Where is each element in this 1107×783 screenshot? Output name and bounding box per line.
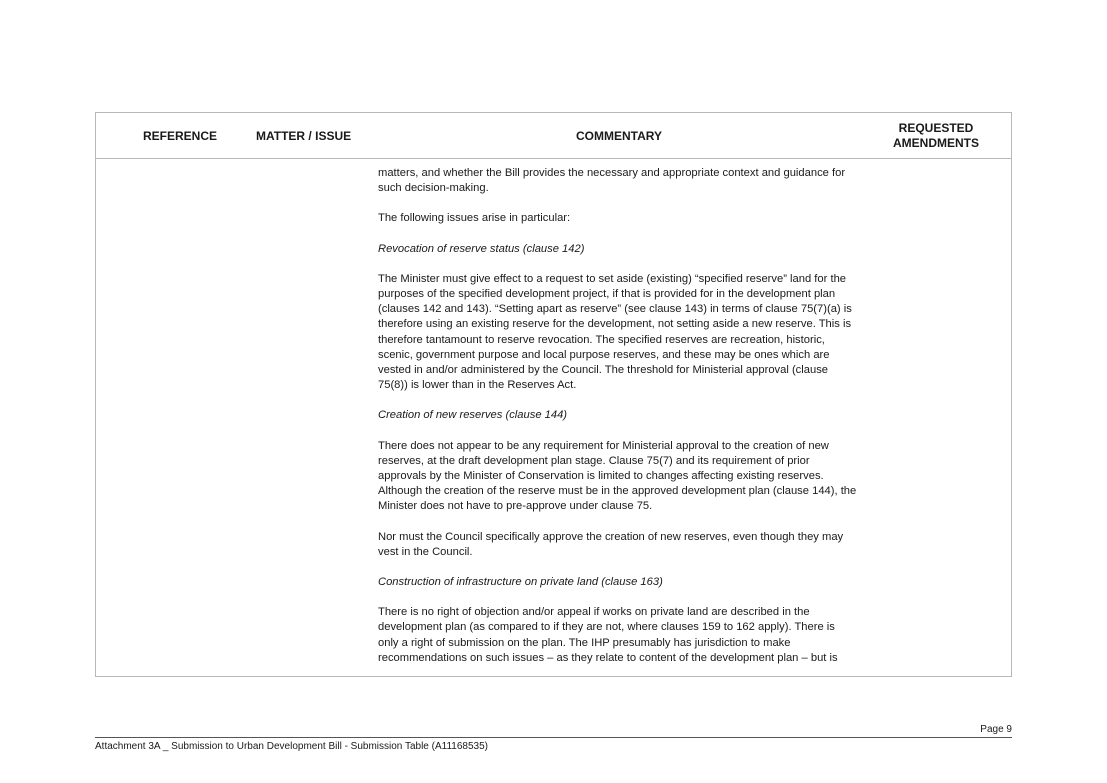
commentary-subheading: Revocation of reserve status (clause 142) bbox=[378, 242, 585, 255]
header-reference: REFERENCE bbox=[143, 129, 218, 143]
header-requested-amendments bbox=[886, 113, 986, 159]
commentary-paragraph: There does not appear to be any requirement for Ministerial approval to the creation of new reserves, at the draft development plan stage. Clause 75(7) and its requirement of prior approvals by the Minister of Conservation is limited to changes affecting existing reserves. Although the creation of the reserve must be in the approved development plan (clause 144), the Minister does not have to pre-approve under clause 75. bbox=[378, 439, 857, 513]
commentary-paragraph: matters, and whether the Bill provides the necessary and appropriate context and guidance for such decision-making. bbox=[378, 167, 846, 195]
commentary-paragraph: The Minister must give effect to a request to set aside (existing) “specified reserve” land for the purposes of the specified development project, if that is provided for in the development plan (clauses 142 and 143). “Setting apart as reserve” (see clause 143) in terms of clause 75(7)(a) is therefore using an existing reserve for the development, not setting aside a new reserve. This is therefore tantamount to reserve revocation. The specified reserves are recreation, historic, scenic, government purpose and local purpose reserves, and these may be ones which are vested in and/or administered by the Council. The threshold for Ministerial approval (clause 75(8)) is lower than in the Reserves Act. bbox=[378, 272, 852, 392]
submission-table bbox=[95, 112, 1012, 677]
commentary-paragraph: Nor must the Council specifically approve the creation of new reserves, even though they may vest in the Council. bbox=[378, 530, 844, 558]
commentary-paragraph: There is no right of objection and/or appeal if works on private land are described in the development plan (as compared to if they are not, where clauses 159 to 162 apply). There is only a right of submission on the plan. The IHP presumably has jurisdiction to make recommendations on such issues – as they relate to content of the development plan – but is bbox=[378, 606, 838, 664]
commentary-cell bbox=[378, 166, 858, 681]
footer-attachment-title: Attachment 3A _ Submission to Urban Development Bill - Submission Table (A11168535) bbox=[95, 741, 488, 752]
page-number: Page 9 bbox=[980, 724, 1012, 735]
footer-divider bbox=[95, 737, 1012, 738]
header-amendments-line1: REQUESTED bbox=[898, 121, 974, 135]
header-amendments-line2: AMENDMENTS bbox=[893, 136, 979, 150]
commentary-subheading: Creation of new reserves (clause 144) bbox=[378, 409, 568, 422]
commentary-subheading: Construction of infrastructure on private land (clause 163) bbox=[378, 576, 663, 589]
commentary-paragraph: The following issues arise in particular: bbox=[378, 212, 571, 225]
header-matter-issue: MATTER / ISSUE bbox=[256, 129, 352, 143]
header-commentary: COMMENTARY bbox=[576, 129, 662, 143]
table-header-row bbox=[96, 113, 1011, 159]
